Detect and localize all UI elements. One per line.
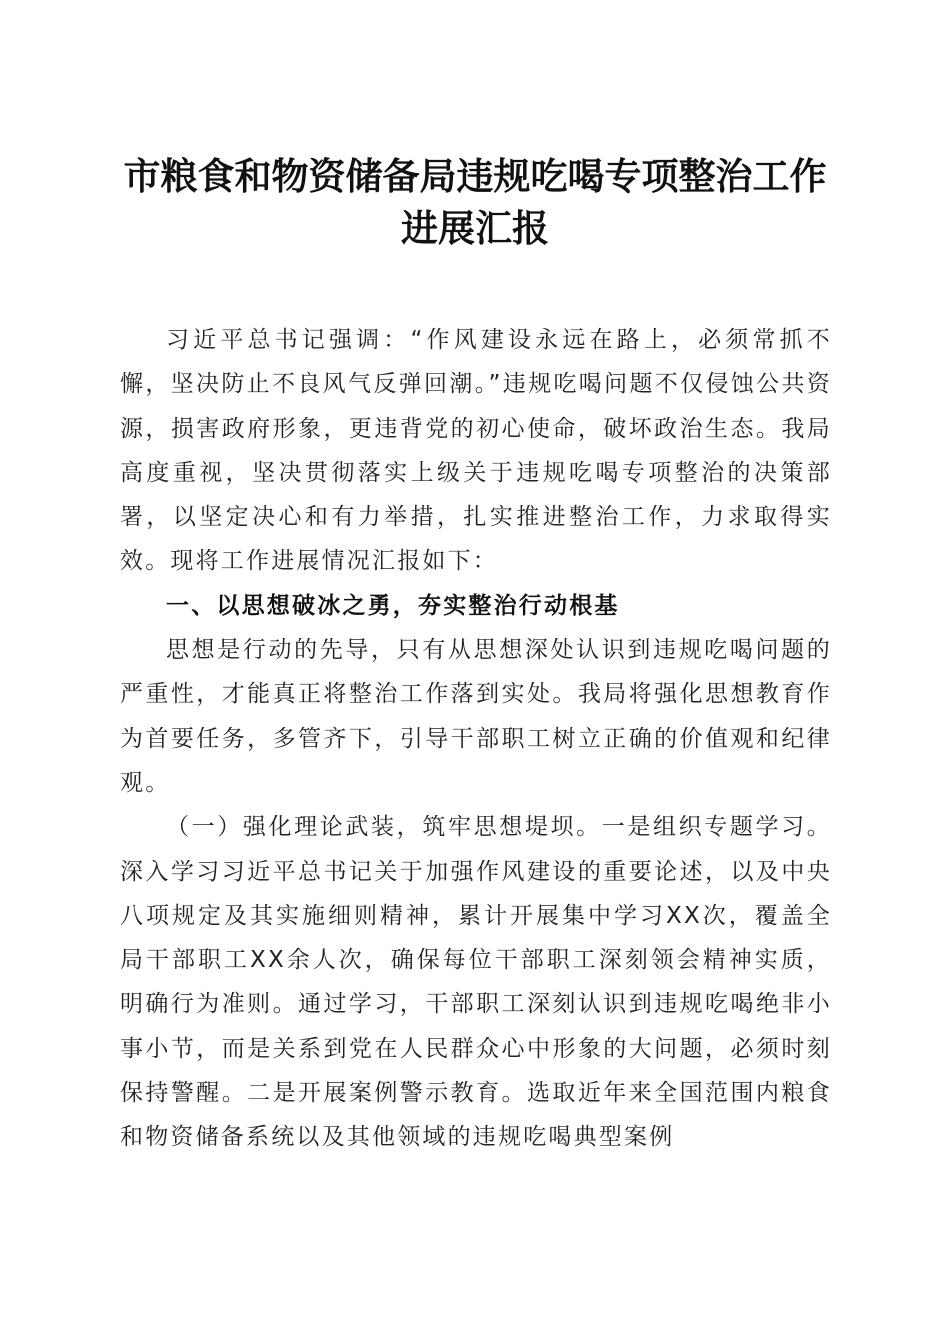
document-body xyxy=(120,318,832,1160)
section-heading: 一、以思想破冰之勇，夯实整治行动根基 xyxy=(166,592,620,619)
intro-paragraph: 习近平总书记强调：“作风建设永远在路上，必须常抓不懈，坚决防止不良风气反弹回潮。”违规吃喝问题不仅侵蚀公共资源，损害政府形象，更违背党的初心使命，破坏政治生态。我局高度重视，坚决贯彻落实上级关于违规吃喝专项整治的决策部署，以坚定决心和有力举措，扎实推进整治工作，力求取得实效。现将工作进展情况汇报如下： xyxy=(120,327,832,575)
body-paragraph: （一）强化理论武装，筑牢思想堤坝。一是组织专题学习。深入学习习近平总书记关于加强作风建设的重要论述，以及中央八项规定及其实施细则精神，累计开展集中学习XX次，覆盖全局干部职工XX余人次，确保每位干部职工深刻领会精神实质，明确行为准则。通过学习，干部职工深刻认识到违规吃喝绝非小事小节，而是关系到党在人民群众心中形象的大问题，必须时刻保持警醒。二是开展案例警示教育。选取近年来全国范围内粮食和物资储备系统以及其他领域的违规吃喝典型案例 xyxy=(120,814,832,1151)
document-title: 市粮食和物资储备局违规吃喝专项整治工作进展汇报 xyxy=(123,154,827,250)
body-paragraph: 思想是行动的先导，只有从思想深处认识到违规吃喝问题的严重性，才能真正将整治工作落到实处。我局将强化思想教育作为首要任务，多管齐下，引导干部职工树立正确的价值观和纪律观。 xyxy=(120,637,832,796)
